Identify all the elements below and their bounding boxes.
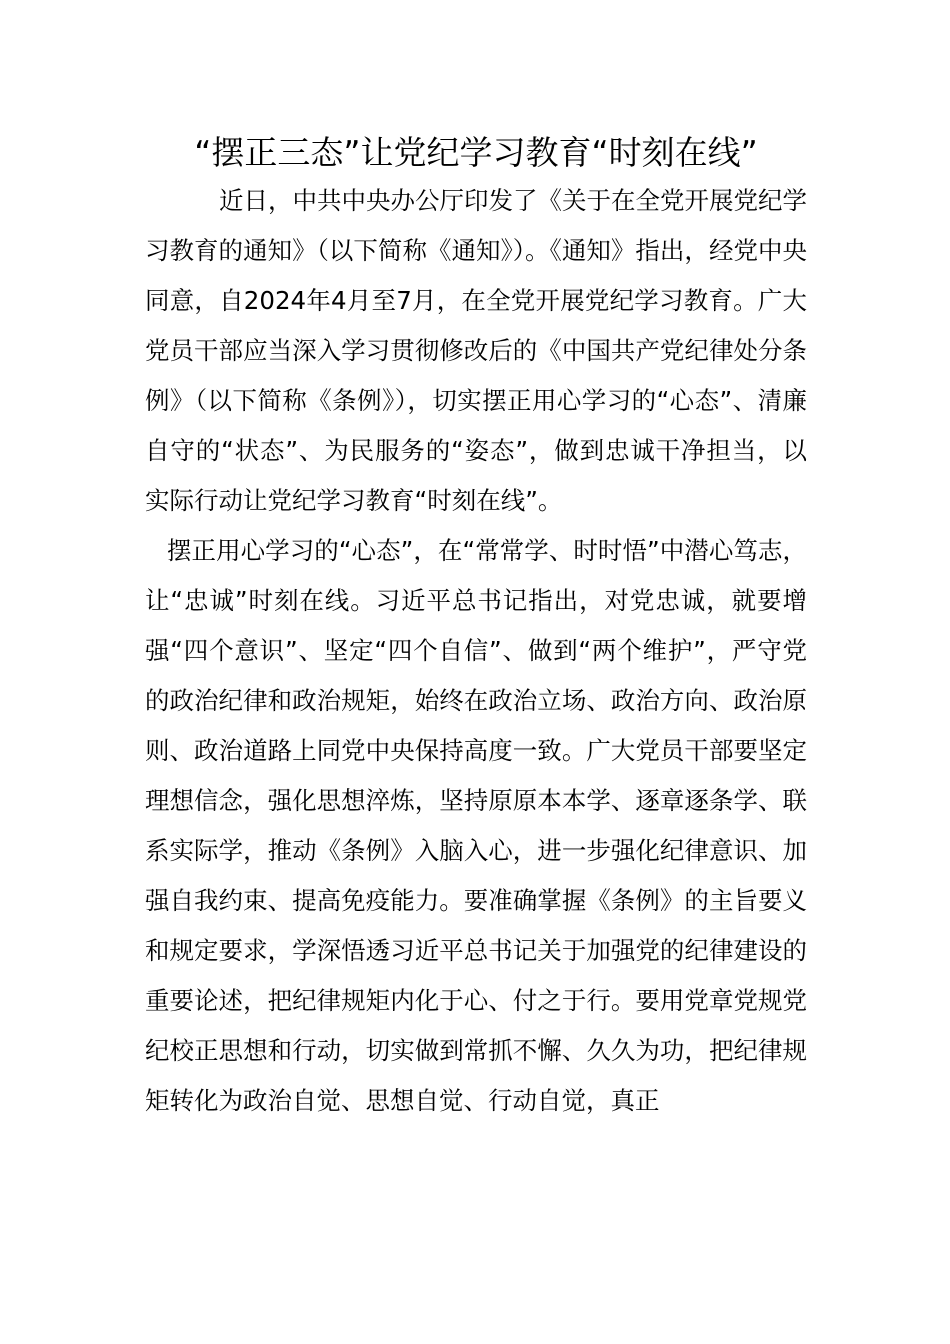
document-body <box>145 176 807 1126</box>
paragraph-intro: 近日，中共中央办公厅印发了《关于在全党开展党纪学习教育的通知》（以下简称《通知》）。《通知》指出，经党中央同意，自2024年4月至7月，在全党开展党纪学习教育。广大党员干部应当深入学习贯彻修改后的《中国共产党纪律处分条例》（以下简称《条例》），切实摆正用心学习的“心态”、清廉自守的“状态”、为民服务的“姿态”，做到忠诚干净担当，以实际行动让党纪学习教育“时刻在线”。 <box>145 186 807 515</box>
document-title: “摆正三态”让党纪学习教育“时刻在线” <box>194 133 758 172</box>
paragraph-mindset: 摆正用心学习的“心态”，在“常常学、时时悟”中潜心笃志，让“忠诚”时刻在线。习近平总书记指出，对党忠诚，就要增强“四个意识”、坚定“四个自信”、做到“两个维护”，严守党的政治纪律和政治规矩，始终在政治立场、政治方向、政治原则、政治道路上同党中央保持高度一致。广大党员干部要坚定理想信念，强化思想淬炼，坚持原原本本学、逐章逐条学、联系实际学，推动《条例》入脑入心，进一步强化纪律意识、加强自我约束、提高免疫能力。要准确掌握《条例》的主旨要义和规定要求，学深悟透习近平总书记关于加强党的纪律建设的重要论述，把纪律规矩内化于心、付之于行。要用党章党规党纪校正思想和行动，切实做到常抓不懈、久久为功，把纪律规矩转化为政治自觉、思想自觉、行动自觉，真正 <box>145 536 807 1115</box>
